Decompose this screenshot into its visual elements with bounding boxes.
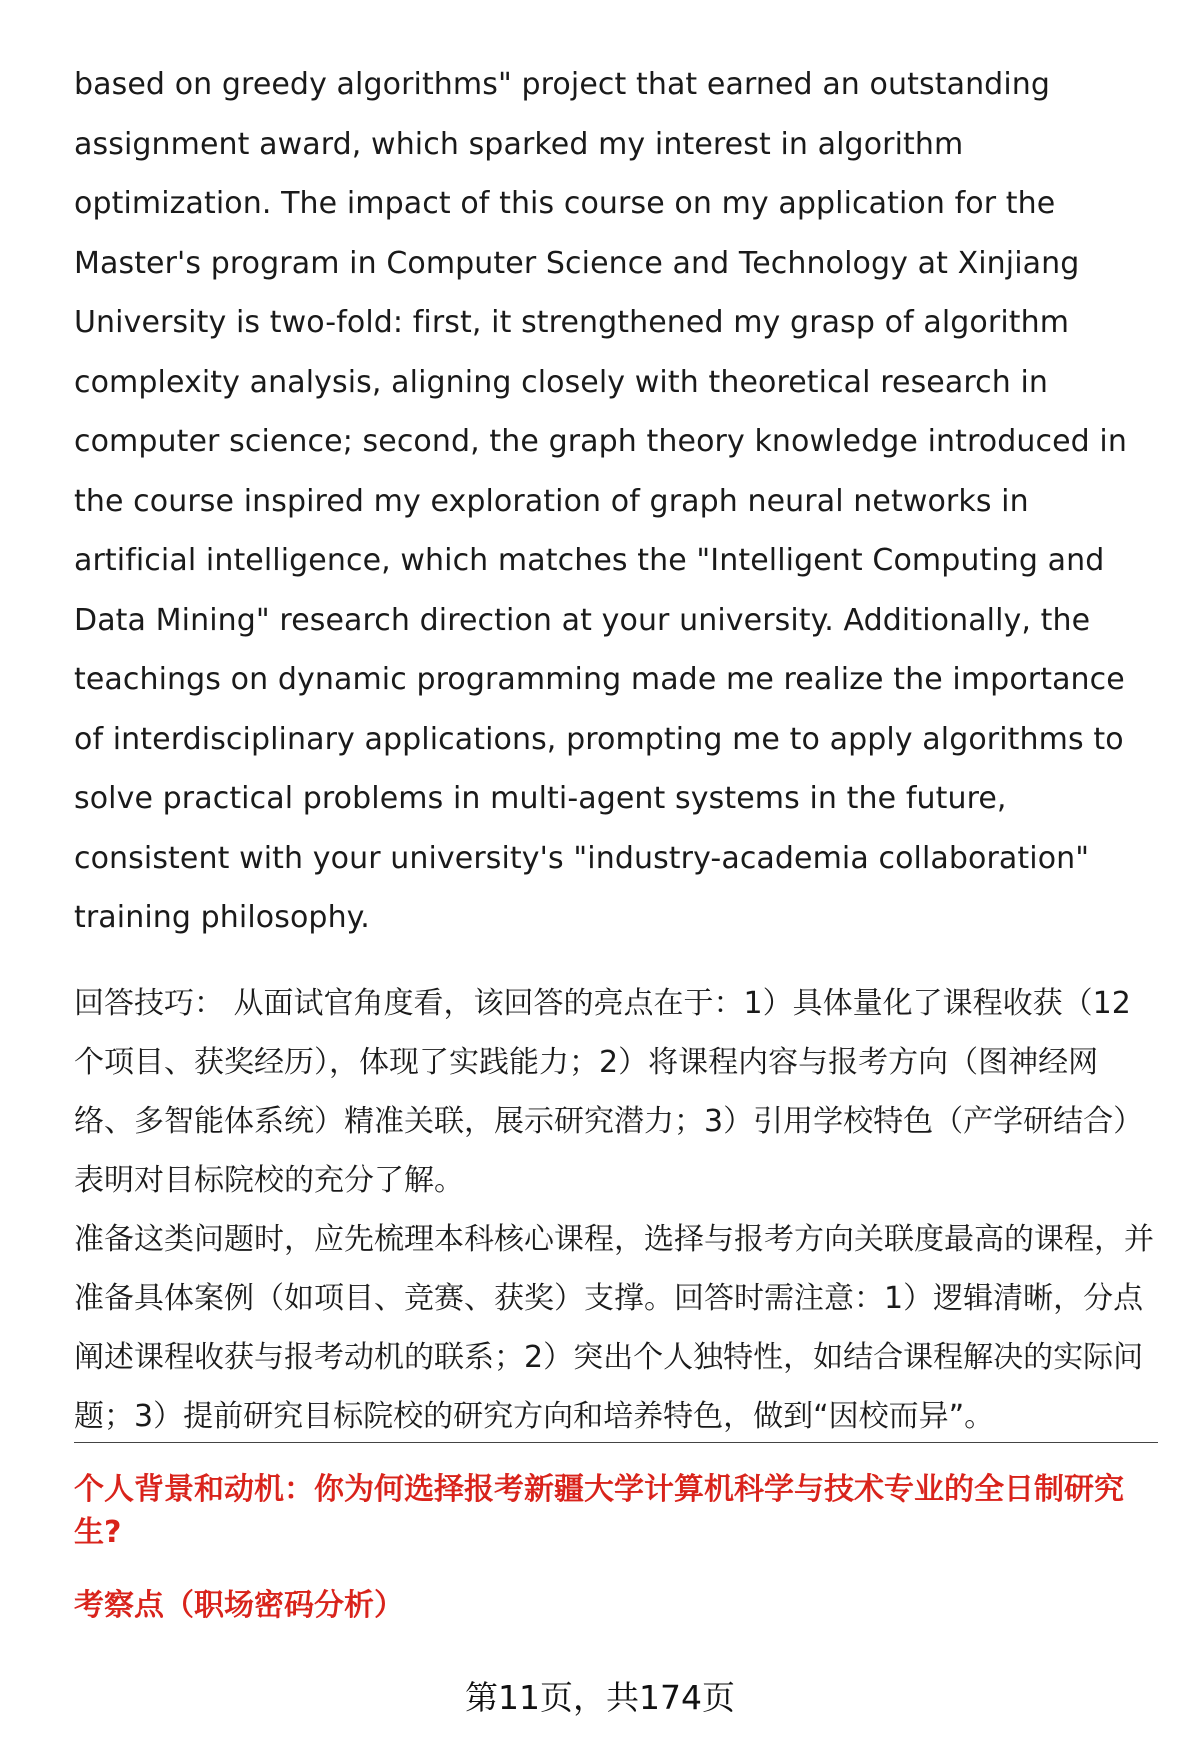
- document-page: [74, 55, 1154, 1446]
- page-number: 第11页，共174页: [465, 1678, 735, 1717]
- answer-tips-paragraph: 回答技巧： 从面试官角度看，该回答的亮点在于：1）具体量化了课程收获（12个项目、获奖经历），体现了实践能力；2）将课程内容与报考方向（图神经网络、多智能体系统）精准关联，展示研究潜力；3）引用学校特色（产学研结合）表明对目标院校的充分了解。: [74, 985, 1144, 1198]
- analysis-subheading: 考察点（职场密码分析）: [74, 1588, 404, 1623]
- answer-tips-section: [74, 974, 1154, 1446]
- preparation-advice-paragraph: 准备这类问题时，应先梳理本科核心课程，选择与报考方向关联度最高的课程，并准备具体案例（如项目、竞赛、获奖）支撑。回答时需注意：1）逻辑清晰，分点阐述课程收获与报考动机的联系；2）突出个人独特性，如结合课程解决的实际问题；3）提前研究目标院校的研究方向和培养特色，做到“因校而异”。: [74, 1221, 1154, 1434]
- answer-english-paragraph: based on greedy algorithms" project that earned an outstanding assignment award, which sparked my interest in algorithm optimization. The impact of this course on my application for the Master's program in Computer Science and Technology at Xinjiang University is two-fold: first, it strengthened my grasp of algorithm complexity analysis, aligning closely with theoretical research in computer science; second, the graph theory knowledge introduced in the course inspired my exploration of graph neural networks in artificial intelligence, which matches the "Intelligent Computing and Data Mining" research direction at your university. Additionally, the teachings on dynamic programming made me realize the importance of interdisciplinary applications, prompting me to apply algorithms to solve practical problems in multi-agent systems in the future, consistent with your university's "industry-academia collaboration" training philosophy.: [74, 67, 1127, 935]
- section-divider: [74, 1442, 1158, 1443]
- interview-question-heading: 个人背景和动机：你为何选择报考新疆大学计算机科学与技术专业的全日制研究生?: [74, 1472, 1124, 1550]
